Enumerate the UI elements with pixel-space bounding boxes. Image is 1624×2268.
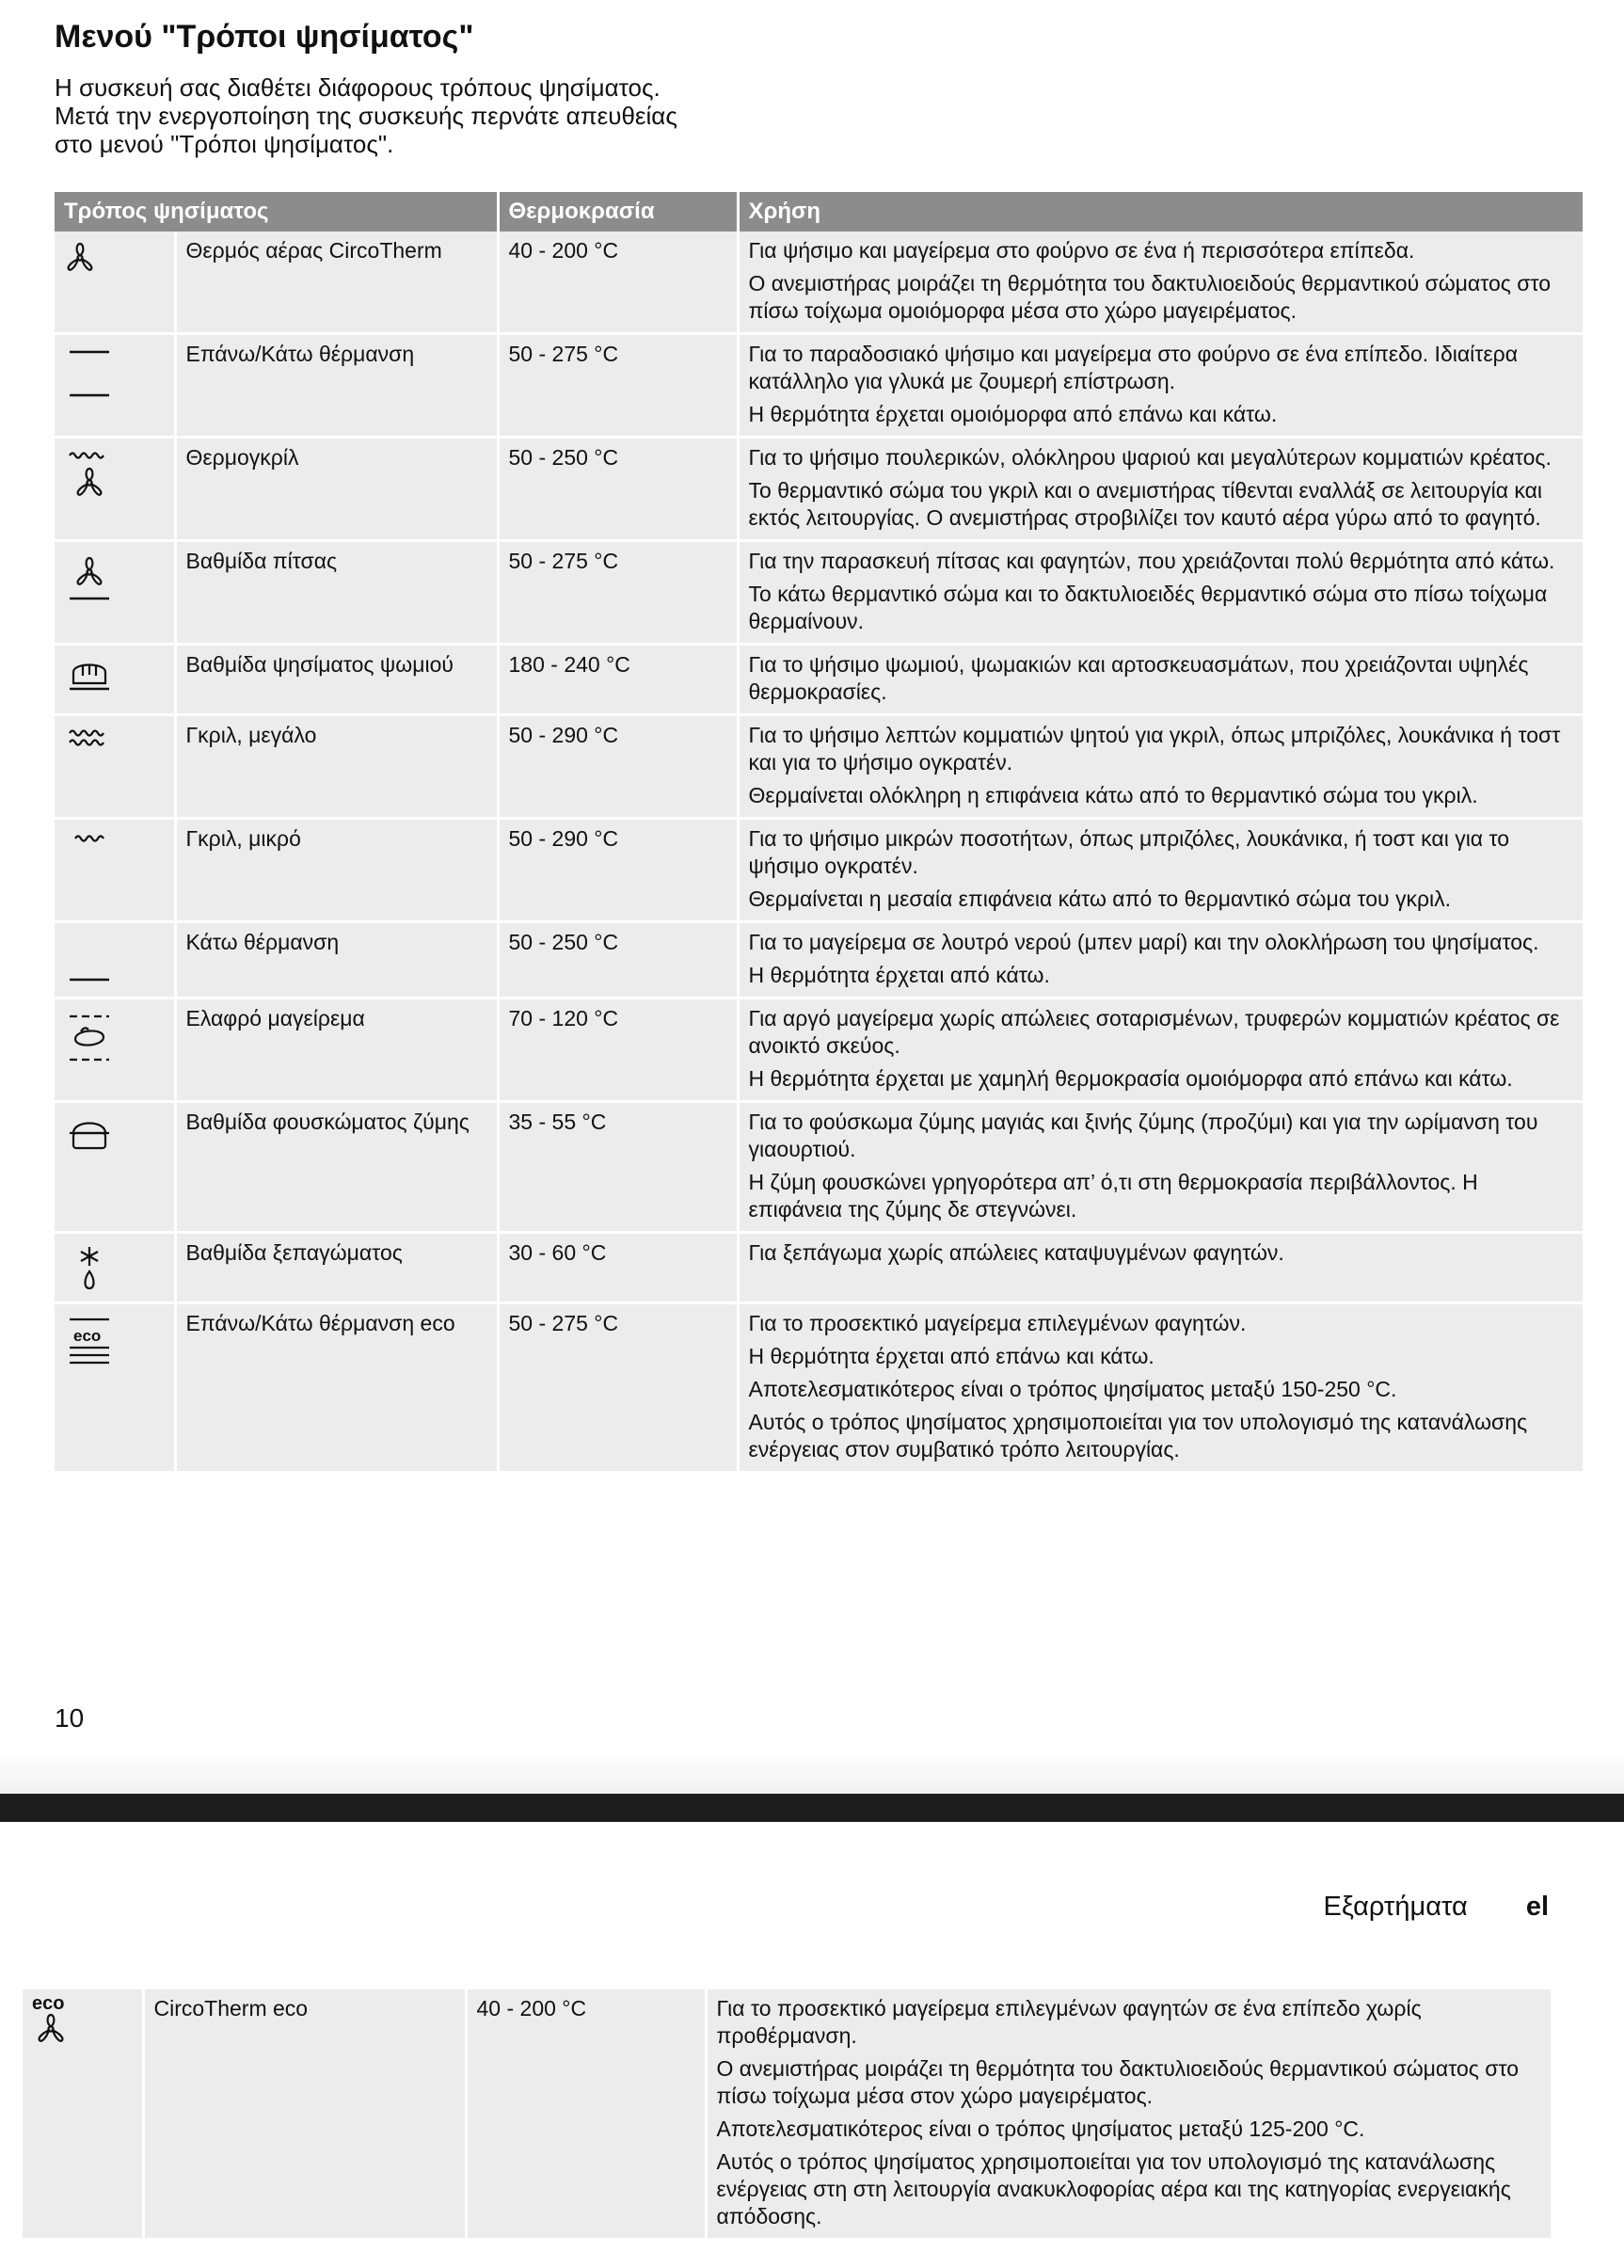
mode-usage — [738, 819, 1583, 922]
usage-paragraph: Η θερμότητα έρχεται από επάνω και κάτω. — [748, 1344, 1154, 1368]
mode-name: Ελαφρό μαγείρεμα — [175, 998, 498, 1102]
dough-proving-icon — [64, 1112, 170, 1156]
mode-icon-cell — [55, 819, 175, 922]
mode-temperature: 50 - 290 °C — [498, 819, 738, 922]
language-code: el — [1525, 1892, 1549, 1922]
intro-line: Μετά την ενεργοποίηση της συσκευής περνάτε απευθείας — [55, 102, 677, 130]
usage-paragraph: Για το παραδοσιακό ψήσιμο και μαγείρεμα στο φούρνο σε ένα επίπεδο. Ιδιαίτερα κατάλληλο για γλυκά με ζουμερή επίστρωση. — [748, 342, 1518, 393]
table-row — [55, 715, 1583, 819]
mode-temperature: 35 - 55 °C — [498, 1102, 738, 1233]
table-row — [55, 232, 1583, 334]
fan-icon — [64, 241, 170, 273]
mode-temperature: 50 - 250 °C — [498, 922, 738, 998]
mode-name: Επάνω/Κάτω θέρμανση eco — [175, 1303, 498, 1473]
mode-icon-cell — [55, 334, 175, 438]
slow-cooking-icon — [64, 1009, 170, 1067]
mode-temperature: 50 - 290 °C — [498, 715, 738, 819]
table-row — [55, 1102, 1583, 1233]
table-row — [55, 645, 1583, 715]
table-row — [55, 998, 1583, 1102]
grill-small-icon — [64, 829, 170, 848]
usage-paragraph: Η ζύμη φουσκώνει γρηγορότερα απ’ ό,τι στη θερμοκρασία περιβάλλοντος. Η επιφάνεια της ζύμης δε στεγνώνει. — [748, 1170, 1478, 1222]
usage-paragraph: Η θερμότητα έρχεται με χαμηλή θερμοκρασία ομοιόμορφα από επάνω και κάτω. — [748, 1066, 1513, 1091]
mode-temperature: 50 - 275 °C — [498, 1303, 738, 1473]
mode-name: Επάνω/Κάτω θέρμανση — [175, 334, 498, 438]
usage-paragraph: Η θερμότητα έρχεται ομοιόμορφα από επάνω και κάτω. — [748, 402, 1278, 426]
intro-text — [55, 73, 807, 158]
page-number: 10 — [55, 1703, 85, 1733]
thermo-grill-icon — [64, 448, 170, 501]
mode-usage — [706, 1989, 1551, 2240]
mode-icon-cell — [55, 438, 175, 541]
mode-icon-cell — [55, 232, 175, 334]
usage-paragraph: Για το προσεκτικό μαγείρεμα επιλεγμένων φαγητών. — [748, 1311, 1247, 1335]
mode-icon-cell — [55, 715, 175, 819]
table-row — [55, 819, 1583, 922]
mode-name: Θερμογκρίλ — [175, 438, 498, 541]
mode-usage — [738, 1102, 1583, 1233]
pizza-setting-icon — [64, 551, 170, 604]
grill-large-icon — [64, 726, 170, 750]
usage-paragraph: Θερμαίνεται η μεσαία επιφάνεια κάτω από το θερμαντικό σώμα του γκριλ. — [748, 886, 1452, 911]
bottom-heat-icon — [64, 933, 170, 991]
mode-temperature: 50 - 275 °C — [498, 541, 738, 645]
usage-paragraph: Ο ανεμιστήρας μοιράζει τη θερμότητα του δακτυλιοειδούς θερμαντικού σώματος στο πίσω τοίχωμα μέσα στον χώρο μαγειρέματος. — [716, 2056, 1520, 2108]
eco-label: eco — [32, 1993, 65, 2014]
table-row — [55, 1233, 1583, 1303]
mode-name: Γκριλ, μεγάλο — [175, 715, 498, 819]
mode-usage — [738, 715, 1583, 819]
mode-icon-cell — [55, 998, 175, 1102]
mode-temperature: 50 - 250 °C — [498, 438, 738, 541]
mode-usage — [738, 1303, 1583, 1473]
defrost-icon — [64, 1243, 170, 1296]
mode-temperature: 40 - 200 °C — [498, 232, 738, 334]
mode-temperature: 70 - 120 °C — [498, 998, 738, 1102]
top-bottom-heat-icon — [64, 344, 170, 403]
page-header — [1324, 1892, 1549, 1923]
page-fade — [0, 1750, 1624, 1794]
mode-name: CircoTherm eco — [143, 1989, 466, 2240]
mode-icon-cell — [55, 541, 175, 645]
page-title: Μενού "Τρόποι ψησίματος" — [55, 19, 474, 55]
usage-paragraph: Για το ψήσιμο ψωμιού, ψωμακιών και αρτοσκευασμάτων, που χρειάζονται υψηλές θερμοκρασίες. — [748, 652, 1529, 704]
page-divider-bar — [0, 1794, 1624, 1822]
top-bottom-heat-eco-icon — [64, 1314, 170, 1372]
mode-usage — [738, 334, 1583, 438]
usage-paragraph: Για το μαγείρεμα σε λουτρό νερού (μπεν μαρί) και την ολοκλήρωση του ψησίματος. — [748, 930, 1539, 954]
mode-name: Βαθμίδα ψησίματος ψωμιού — [175, 645, 498, 715]
usage-paragraph: Η θερμότητα έρχεται από κάτω. — [748, 963, 1050, 987]
table-header-row — [55, 192, 1583, 232]
circotherm-eco-icon — [32, 1995, 138, 2044]
mode-name: Βαθμίδα πίτσας — [175, 541, 498, 645]
usage-paragraph: Για το ψήσιμο λεπτών κομματιών ψητού για γκριλ, όπως μπριζόλες, λουκάνικα ή τοστ και για το ψήσιμο ογκρατέν. — [748, 723, 1561, 775]
mode-temperature: 180 - 240 °C — [498, 645, 738, 715]
mode-usage — [738, 541, 1583, 645]
mode-name: Βαθμίδα φουσκώματος ζύμης — [175, 1102, 498, 1233]
usage-paragraph: Θερμαίνεται ολόκληρη η επιφάνεια κάτω από το θερμαντικό σώμα του γκριλ. — [748, 783, 1478, 807]
mode-icon-cell — [55, 922, 175, 998]
intro-line: στο μενού "Τρόποι ψησίματος". — [55, 130, 394, 158]
usage-paragraph: Αποτελεσματικότερος είναι ο τρόπος ψησίματος μεταξύ 125-200 °C. — [716, 2116, 1365, 2141]
eco-label: eco — [73, 1327, 102, 1345]
usage-paragraph: Ο ανεμιστήρας μοιράζει τη θερμότητα του δακτυλιοειδούς θερμαντικού σώματος στο πίσω τοίχωμα ομοιόμορφα μέσα στο χώρο μαγειρέματος. — [748, 271, 1552, 323]
usage-paragraph: Αυτός ο τρόπος ψησίματος χρησιμοποιείται για τον υπολογισμό της κατανάλωσης ενέργειας στη στη λειτουργία ανακυκλοφορίας αέρα και της κατηγορίας ενεργειακής απόδοσης. — [716, 2149, 1511, 2228]
mode-usage — [738, 922, 1583, 998]
usage-paragraph: Το κάτω θερμαντικό σώμα και το δακτυλιοειδές θερμαντικό σώμα στο πίσω τοίχωμα θερμαίνουν. — [748, 582, 1548, 633]
usage-paragraph: Για το ψήσιμο πουλερικών, ολόκληρου ψαριού και μεγαλύτερων κομματιών κρέατος. — [748, 445, 1552, 470]
cooking-modes-body-continued — [23, 1989, 1551, 2240]
section-title: Εξαρτήματα — [1323, 1892, 1468, 1922]
column-header-usage: Χρήση — [738, 192, 1583, 232]
cooking-modes-table-continued — [23, 1989, 1551, 2241]
mode-icon-cell — [55, 1303, 175, 1473]
usage-paragraph: Αυτός ο τρόπος ψησίματος χρησιμοποιείται για τον υπολογισμό της κατανάλωσης ενέργειας στον συμβατικό τρόπο λειτουργίας. — [748, 1410, 1528, 1461]
mode-name: Βαθμίδα ξεπαγώματος — [175, 1233, 498, 1303]
mode-name: Κάτω θέρμανση — [175, 922, 498, 998]
table-row — [55, 438, 1583, 541]
column-header-mode: Τρόπος ψησίματος — [55, 192, 498, 232]
usage-paragraph: Για αργό μαγείρεμα χωρίς απώλειες σοταρισμένων, τρυφερών κομματιών κρέατος σε ανοικτό σκεύος. — [748, 1006, 1560, 1058]
mode-usage — [738, 1233, 1583, 1303]
usage-paragraph: Για το προσεκτικό μαγείρεμα επιλεγμένων φαγητών σε ένα επίπεδο χωρίς προθέρμανση. — [716, 1996, 1422, 2048]
table-row — [55, 334, 1583, 438]
mode-icon-cell — [55, 645, 175, 715]
column-header-temperature: Θερμοκρασία — [498, 192, 738, 232]
table-row — [23, 1989, 1551, 2240]
mode-usage — [738, 645, 1583, 715]
mode-usage — [738, 232, 1583, 334]
mode-usage — [738, 998, 1583, 1102]
usage-paragraph: Για την παρασκευή πίτσας και φαγητών, που χρειάζονται πολύ θερμότητα από κάτω. — [748, 549, 1555, 573]
usage-paragraph: Το θερμαντικό σώμα του γκριλ και ο ανεμιστήρας τίθενται εναλλάξ σε λειτουργία και εκτός λειτουργίας. Ο ανεμιστήρας στροβιλίζει τον καυτό αέρα γύρω από το φαγητό. — [748, 478, 1543, 530]
mode-temperature: 30 - 60 °C — [498, 1233, 738, 1303]
mode-temperature: 50 - 275 °C — [498, 334, 738, 438]
mode-usage — [738, 438, 1583, 541]
mode-name: Γκριλ, μικρό — [175, 819, 498, 922]
usage-paragraph: Για το ψήσιμο μικρών ποσοτήτων, όπως μπριζόλες, λουκάνικα, ή τοστ και για το ψήσιμο ογκρατέν. — [748, 826, 1510, 878]
mode-icon-cell — [23, 1989, 143, 2240]
mode-icon-cell — [55, 1233, 175, 1303]
table-row — [55, 922, 1583, 998]
cooking-modes-body — [55, 232, 1583, 1473]
table-row — [55, 1303, 1583, 1473]
usage-paragraph: Για ξεπάγωμα χωρίς απώλειες καταψυγμένων φαγητών. — [748, 1240, 1284, 1265]
usage-paragraph: Για το φούσκωμα ζύμης μαγιάς και ξινής ζύμης (προζύμι) και για την ωρίμανση του γιαουρτιού. — [748, 1110, 1538, 1161]
usage-paragraph: Αποτελεσματικότερος είναι ο τρόπος ψησίματος μεταξύ 150-250 °C. — [748, 1377, 1397, 1401]
cooking-modes-table — [55, 192, 1583, 1474]
intro-line: Η συσκευή σας διαθέτει διάφορους τρόπους ψησίματος. — [55, 73, 661, 102]
mode-name: Θερμός αέρας CircoTherm — [175, 232, 498, 334]
bread-baking-icon — [64, 655, 170, 695]
usage-paragraph: Για ψήσιμο και μαγείρεμα στο φούρνο σε ένα ή περισσότερα επίπεδα. — [748, 238, 1415, 263]
mode-icon-cell — [55, 1102, 175, 1233]
table-row — [55, 541, 1583, 645]
mode-temperature: 40 - 200 °C — [466, 1989, 706, 2240]
